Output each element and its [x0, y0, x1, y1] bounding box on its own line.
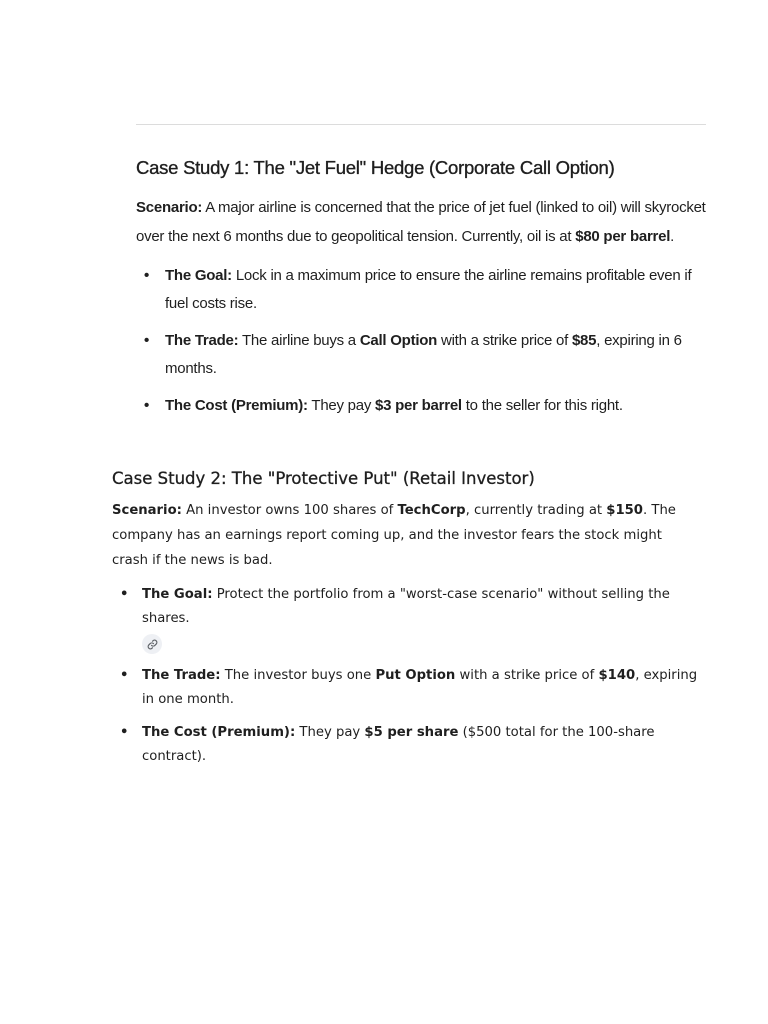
list-item-goal: • The Goal: Protect the portfolio from a "worst-case scenario" without selling the shares.: [112, 583, 702, 655]
bullet: •: [120, 587, 129, 602]
case-study-1-title: Case Study 1: The "Jet Fuel" Hedge (Corporate Call Option): [136, 157, 615, 178]
section-divider: [136, 124, 706, 125]
case-study-2-list: [112, 583, 702, 769]
bullet: •: [144, 397, 150, 414]
case-study-2-scenario: Scenario: An investor owns 100 shares of TechCorp, currently trading at $150. The company has an earnings report coming up, and the investor fears the stock might crash if the news is bad.: [112, 503, 676, 568]
case-study-2: [112, 466, 702, 778]
case-study-1: [136, 154, 711, 429]
case-study-1-scenario: Scenario: A major airline is concerned that the price of jet fuel (linked to oil) will skyrocket over the next 6 months due to geopolitical tension. Currently, oil is at $80 per barrel.: [136, 199, 706, 245]
bullet: •: [120, 725, 129, 740]
list-item-trade: • The Trade: The investor buys one Put Option with a strike price of $140, expiring in one month.: [112, 664, 702, 712]
bullet: •: [120, 668, 129, 683]
list-item-cost: • The Cost (Premium): They pay $5 per share ($500 total for the 100-share contract).: [112, 721, 702, 769]
list-item-cost: • The Cost (Premium): They pay $3 per barrel to the seller for this right.: [136, 392, 711, 420]
list-item-trade: • The Trade: The airline buys a Call Option with a strike price of $85, expiring in 6 months.: [136, 327, 711, 383]
bullet: •: [144, 332, 150, 349]
case-study-2-title: Case Study 2: The "Protective Put" (Retail Investor): [112, 469, 535, 488]
list-item-goal: • The Goal: Lock in a maximum price to ensure the airline remains profitable even if fuel costs rise.: [136, 262, 711, 318]
link-icon[interactable]: [142, 634, 162, 654]
bullet: •: [144, 267, 150, 284]
scenario-label: Scenario:: [112, 503, 182, 518]
case-study-1-list: [136, 262, 711, 420]
scenario-label: Scenario:: [136, 199, 203, 216]
